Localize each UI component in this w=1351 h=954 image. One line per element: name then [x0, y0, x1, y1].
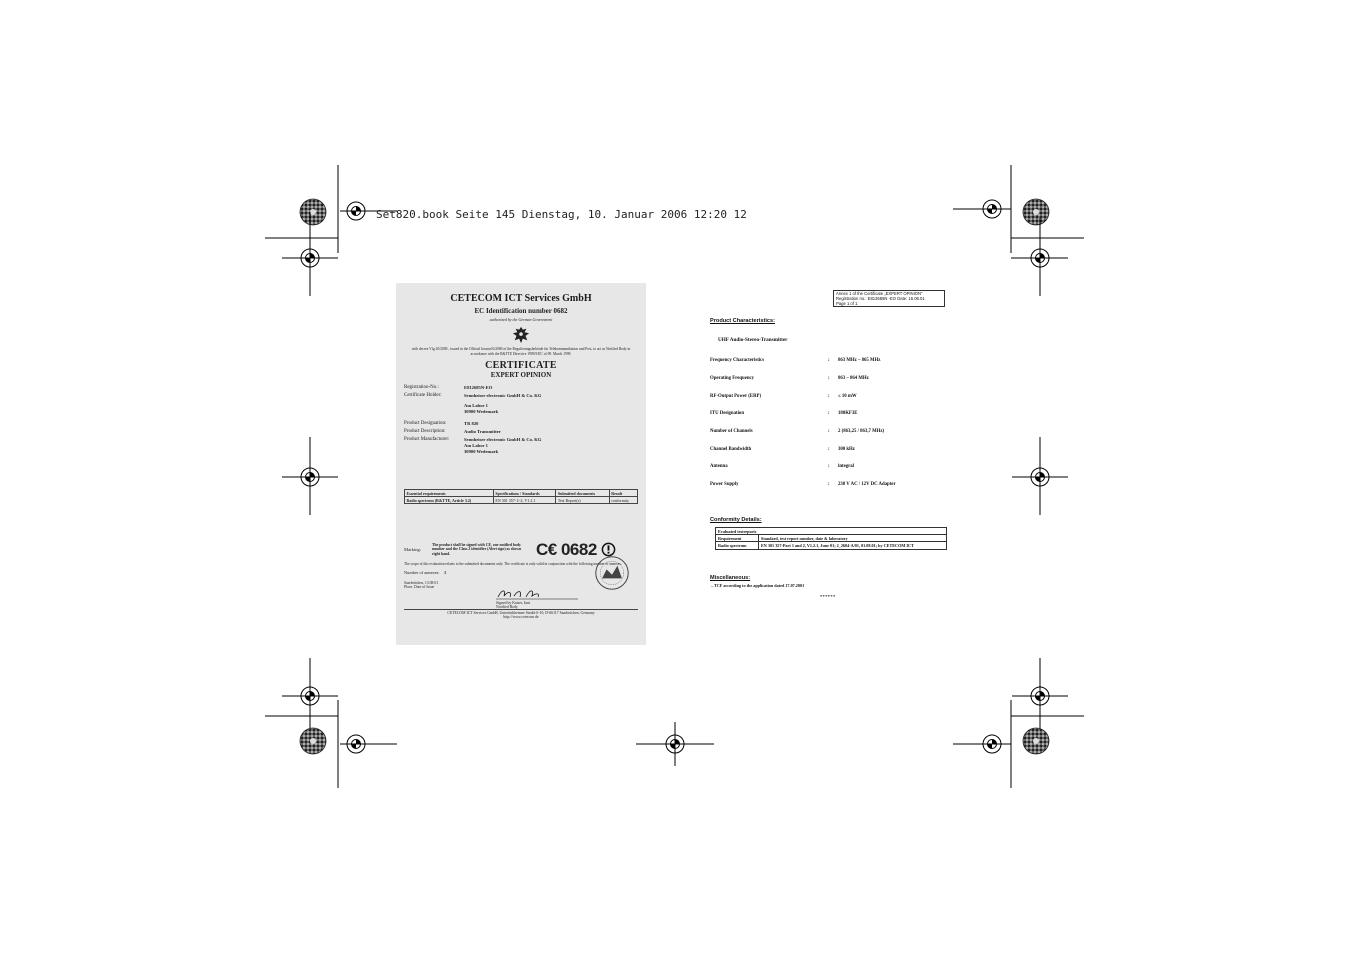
- field-label: Certificate Holder:: [404, 393, 442, 399]
- table-cell: Radio spectrum: [716, 542, 759, 549]
- signature-image: [496, 587, 578, 601]
- characteristic-label: Operating Frequency: [710, 376, 755, 381]
- characteristic-value: 2 (863,25 / 863,7 MHz): [838, 429, 885, 434]
- annexes-label: Number of annexes:: [404, 569, 440, 575]
- field-value: TR 820: [464, 421, 479, 427]
- characteristic-colon: :: [828, 464, 830, 469]
- table-header-cell: Requirement: [716, 535, 759, 542]
- characteristic-row: [710, 376, 869, 381]
- marking-label: Marking:: [404, 546, 422, 552]
- field-label: Product Designation:: [404, 421, 447, 427]
- certificate-subtitle: EXPERT OPINION: [490, 371, 552, 380]
- federal-eagle-icon: [512, 326, 530, 344]
- notified-body-seal-icon: [594, 555, 630, 591]
- characteristic-label: Number of Channels: [710, 429, 753, 434]
- characteristic-value: 300 kHz: [838, 447, 855, 452]
- miscellaneous-title: Miscellaneous:: [710, 575, 751, 581]
- characteristic-row: [710, 394, 857, 399]
- field-value: Sennheiser electronic GmbH & Co. KG: [464, 393, 542, 399]
- characteristic-label: Frequency Characteristics: [710, 358, 765, 363]
- characteristic-colon: :: [828, 482, 830, 487]
- characteristic-row: [710, 482, 896, 487]
- crop-mark-bottom-left: [265, 658, 397, 788]
- crop-mark-bottom-center: [636, 722, 714, 766]
- place-date: Saarbrücken, 13.08.01: [404, 580, 439, 585]
- signer-block: [496, 601, 530, 610]
- field-value: Sennheiser electronic GmbH & Co. KG: [464, 437, 542, 443]
- field-registration: [404, 385, 638, 391]
- field-label: Product Manufacturer:: [404, 437, 450, 443]
- crop-mark-bottom-right: [953, 658, 1084, 788]
- certificate-page: [396, 283, 646, 645]
- field-value: E812685N-EO: [464, 385, 493, 391]
- annex-box-line: Annex 1 of the Certificate „EXPERT OPINION“: [836, 291, 923, 296]
- table-cell: EN 301 357-Part 1 and 2, V1.2.1, June 01; 2_2604-A/01, 01.08.01; by CETECOM ICT: [759, 542, 947, 549]
- footer-url: http://www.cetecom.de: [503, 615, 539, 620]
- field-label: Registration-No.:: [404, 385, 439, 391]
- table-cell: Radio spectrum (R&TTE, Article 3.2): [405, 497, 494, 504]
- conformity-table: [715, 527, 947, 550]
- characteristic-row: [710, 411, 857, 416]
- certificate-footer: [404, 609, 638, 620]
- crop-mark-middle-right: [1012, 437, 1068, 515]
- table-header-cell: Specifications / Standards: [493, 490, 555, 497]
- signature-row: [404, 580, 638, 610]
- characteristic-row: [710, 464, 854, 469]
- table-header-cell: Essential requirements: [405, 490, 494, 497]
- characteristic-colon: :: [828, 394, 830, 399]
- field-label: Product Description:: [404, 429, 446, 435]
- characteristic-row: [710, 447, 855, 452]
- characteristic-value: 230 V AC / 12V DC Adapter: [838, 482, 896, 487]
- certificate-company: CETECOM ICT Services GmbH: [450, 293, 592, 304]
- table-cell: EN 301 357-1/-2, V1.2.1: [493, 497, 555, 504]
- table-header-cell: Result: [609, 490, 637, 497]
- misc-item: – TCF according to the application dated 17.07.2001: [711, 583, 805, 588]
- ce-mark: C€ 0682: [536, 539, 597, 559]
- characteristic-row: [710, 358, 880, 363]
- conformity-details-title: Conformity Details:: [710, 517, 762, 523]
- field-manufacturer-city: [404, 449, 638, 455]
- characteristic-label: RF-Output Power (ERP): [710, 394, 762, 399]
- annex-reference-box: [833, 290, 945, 307]
- product-type: UHF Audio-Stereo-Transmitter: [718, 337, 788, 343]
- characteristic-value: 180KF3E: [838, 411, 858, 416]
- table-header-cell: Standard, test report number, date & laboratory: [759, 535, 947, 542]
- crop-mark-middle-left: [282, 437, 338, 515]
- scope-text: The scope of this evaluation relates to the submitted documents only. The certificate is only valid in conjunction with the following number of annexes.: [404, 562, 622, 567]
- characteristic-colon: :: [828, 429, 830, 434]
- field-value: Am Labor 1: [464, 403, 488, 409]
- end-mark: ******: [820, 594, 836, 599]
- characteristic-label: Power Supply: [710, 482, 739, 487]
- table-row: [716, 542, 947, 549]
- table-header-row: [405, 490, 638, 497]
- notified-body: Notified Body: [496, 605, 518, 610]
- field-designation: [404, 421, 638, 427]
- place-label: Place, Date of Issue: [404, 585, 435, 590]
- characteristic-colon: :: [828, 358, 830, 363]
- annex-box-line: Registration no.: E812685N -EO Date: 16.08.01: [836, 295, 925, 301]
- signed-by: Signed by Kaiser, Juni: [496, 600, 531, 605]
- marking-text: The product shall be signed with CE, our notified body number and the Class 2 identifier (Alert sign) as shown right hand.: [432, 542, 522, 556]
- annex-box-line: Page 1 of 1: [836, 300, 858, 306]
- characteristic-colon: :: [828, 376, 830, 381]
- characteristic-value: ≤ 10 mW: [838, 394, 857, 399]
- crop-mark-top-right: [953, 165, 1084, 296]
- crop-mark-top-left: [265, 165, 397, 296]
- field-label: [404, 449, 464, 455]
- characteristic-value: 863 MHz – 865 MHz: [838, 358, 881, 363]
- certificate-ec-id: EC Identification number 0682: [474, 307, 568, 315]
- table-cell: conformity: [609, 497, 637, 504]
- table-caption-row: [716, 528, 947, 535]
- table-row: [405, 497, 638, 504]
- table-header-cell: Submitted documents: [556, 490, 609, 497]
- table-caption: Evaluated testreports: [716, 528, 947, 535]
- field-description: [404, 429, 638, 435]
- characteristic-value: 863 – 864 MHz: [838, 376, 869, 381]
- certificate-authorized: authorized by the German Government: [489, 317, 553, 322]
- field-value: Audio Transmitter: [464, 429, 501, 435]
- annexes-value: 1: [444, 569, 447, 575]
- characteristic-colon: :: [828, 447, 830, 452]
- place-block: [404, 581, 484, 605]
- field-label: [404, 409, 464, 415]
- field-value: 30900 Wedemark: [464, 449, 499, 455]
- field-value: Am Labor 1: [464, 443, 488, 449]
- characteristic-label: Antenna: [710, 464, 728, 469]
- characteristic-label: ITU Designation: [710, 411, 744, 416]
- characteristic-row: [710, 429, 884, 434]
- field-value: 30900 Wedemark: [464, 409, 499, 415]
- certificate-decree: with decree Vfg 20/2000 , issued in the Official Journal 6/2000 of the Regulierungsbehörde für Telekommunikation und Post, to act as Notified Body in accordance with the R&TTE Directive 1999/5/EC of 09. March 1999.: [411, 347, 631, 356]
- table-header-row: [716, 535, 947, 542]
- footer-address: CETECOM ICT Services GmbH, Untertürkheimer Straße 6-10, D-66117 Saarbrücken, Germany: [447, 610, 595, 615]
- table-cell: Test Report(s): [556, 497, 609, 504]
- characteristic-colon: :: [828, 411, 830, 416]
- product-characteristics-title: Product Characteristics:: [710, 318, 775, 324]
- certificate-requirements-table: [404, 489, 638, 504]
- certificate-title: CERTIFICATE: [485, 360, 557, 372]
- characteristic-value: integral: [838, 464, 854, 469]
- book-header-line: Set820.book Seite 145 Dienstag, 10. Januar 2006 12:20 12: [376, 208, 747, 221]
- characteristic-label: Channel Bandwidth: [710, 447, 752, 452]
